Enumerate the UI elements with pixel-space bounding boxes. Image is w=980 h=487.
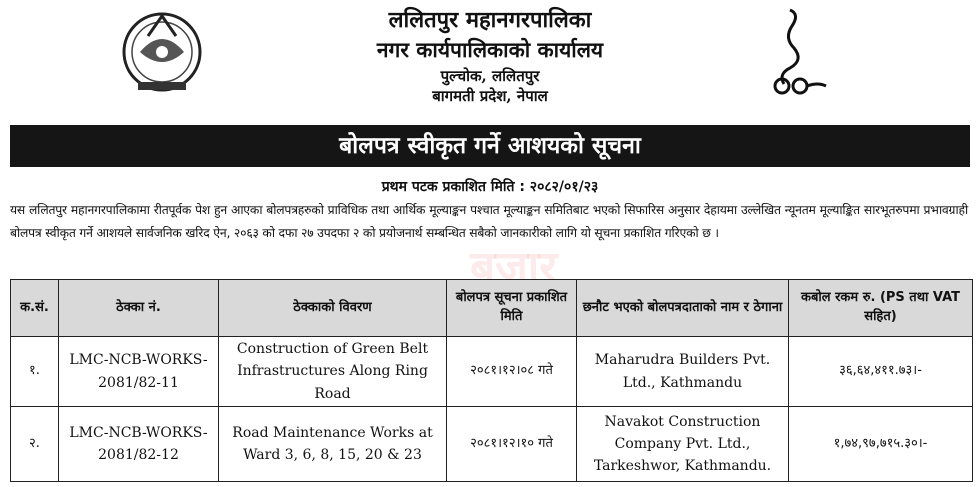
- office-name: नगर कार्यपालिकाको कार्यालय: [376, 36, 604, 62]
- cell-amount: १,७४,९७,७१५.३०।-: [789, 407, 973, 482]
- cell-bidder: Navakot Construction Company Pvt. Ltd., Tarkeshwor, Kathmandu.: [577, 407, 789, 482]
- table-row: [11, 407, 973, 482]
- header-bidder: छनौट भएको बोलपत्रदाताको नाम र ठेगाना: [577, 280, 789, 337]
- letterhead: [0, 0, 980, 120]
- watermark: बजार: [470, 242, 558, 293]
- header-amount: कबोल रकम रु. (PS तथा VAT सहित): [789, 280, 973, 337]
- org-name: ललितपुर महानगरपालिका: [388, 7, 592, 33]
- table-row: [11, 337, 973, 407]
- cell-amount: ३६,६४,४११.७३।-: [789, 337, 973, 407]
- cell-published-date: २०८१।१२।१० गते: [447, 407, 577, 482]
- cell-sn: १.: [11, 337, 59, 407]
- table-header-row: [11, 280, 973, 337]
- office-address: पुल्चोक, ललितपुर: [440, 67, 540, 86]
- notice-body: यस ललितपुर महानगरपालिकामा रीतपूर्वक पेश हुन आएका बोलपत्रहरुको प्राविधिक तथा आर्थिक मूल्याङ्कन पश्चात मूल्याङ्कन समितिबाट भएको सिफारिस अनुसार देहायमा उल्लेखित न्यूनतम मूल्याङ्कित सारभूतरुपमा प्रभावग्राही बोलपत्र स्वीकृत गर्ने आशयले सार्वजनिक खरिद ऐन, २०६३ को दफा २७ उपदफा २ को प्रयोजनार्थ सम्बन्धित सबैको जानकारीको लागि यो सूचना प्रकाशित गरिएको छ ।: [10, 203, 968, 240]
- cell-contract-no: LMC-NCB-WORKS-2081/82-11: [59, 337, 219, 407]
- cell-bidder: Maharudra Builders Pvt. Ltd., Kathmandu: [577, 337, 789, 407]
- header-description: ठेक्काको विवरण: [219, 280, 447, 337]
- header-sn: क.सं.: [11, 280, 59, 337]
- cell-description: Road Maintenance Works at Ward 3, 6, 8, 15, 20 & 23: [219, 407, 447, 482]
- publication-date: प्रथम पटक प्रकाशित मिति : २०८२/०१/२३: [381, 179, 599, 195]
- office-details: [0, 6, 980, 107]
- cell-published-date: २०८१।१२।०८ गते: [447, 337, 577, 407]
- cell-contract-no: LMC-NCB-WORKS-2081/82-12: [59, 407, 219, 482]
- signature-icon: [760, 4, 830, 104]
- province: बागमती प्रदेश, नेपाल: [432, 87, 548, 106]
- header-published-date: बोलपत्र सूचना प्रकाशित मिति: [447, 280, 577, 337]
- header-contract-no: ठेक्का नं.: [59, 280, 219, 337]
- bid-table: [10, 279, 973, 482]
- cell-sn: २.: [11, 407, 59, 482]
- notice-title: बोलपत्र स्वीकृत गर्ने आशयको सूचना: [10, 125, 970, 167]
- cell-description: Construction of Green Belt Infrastructures Along Ring Road: [219, 337, 447, 407]
